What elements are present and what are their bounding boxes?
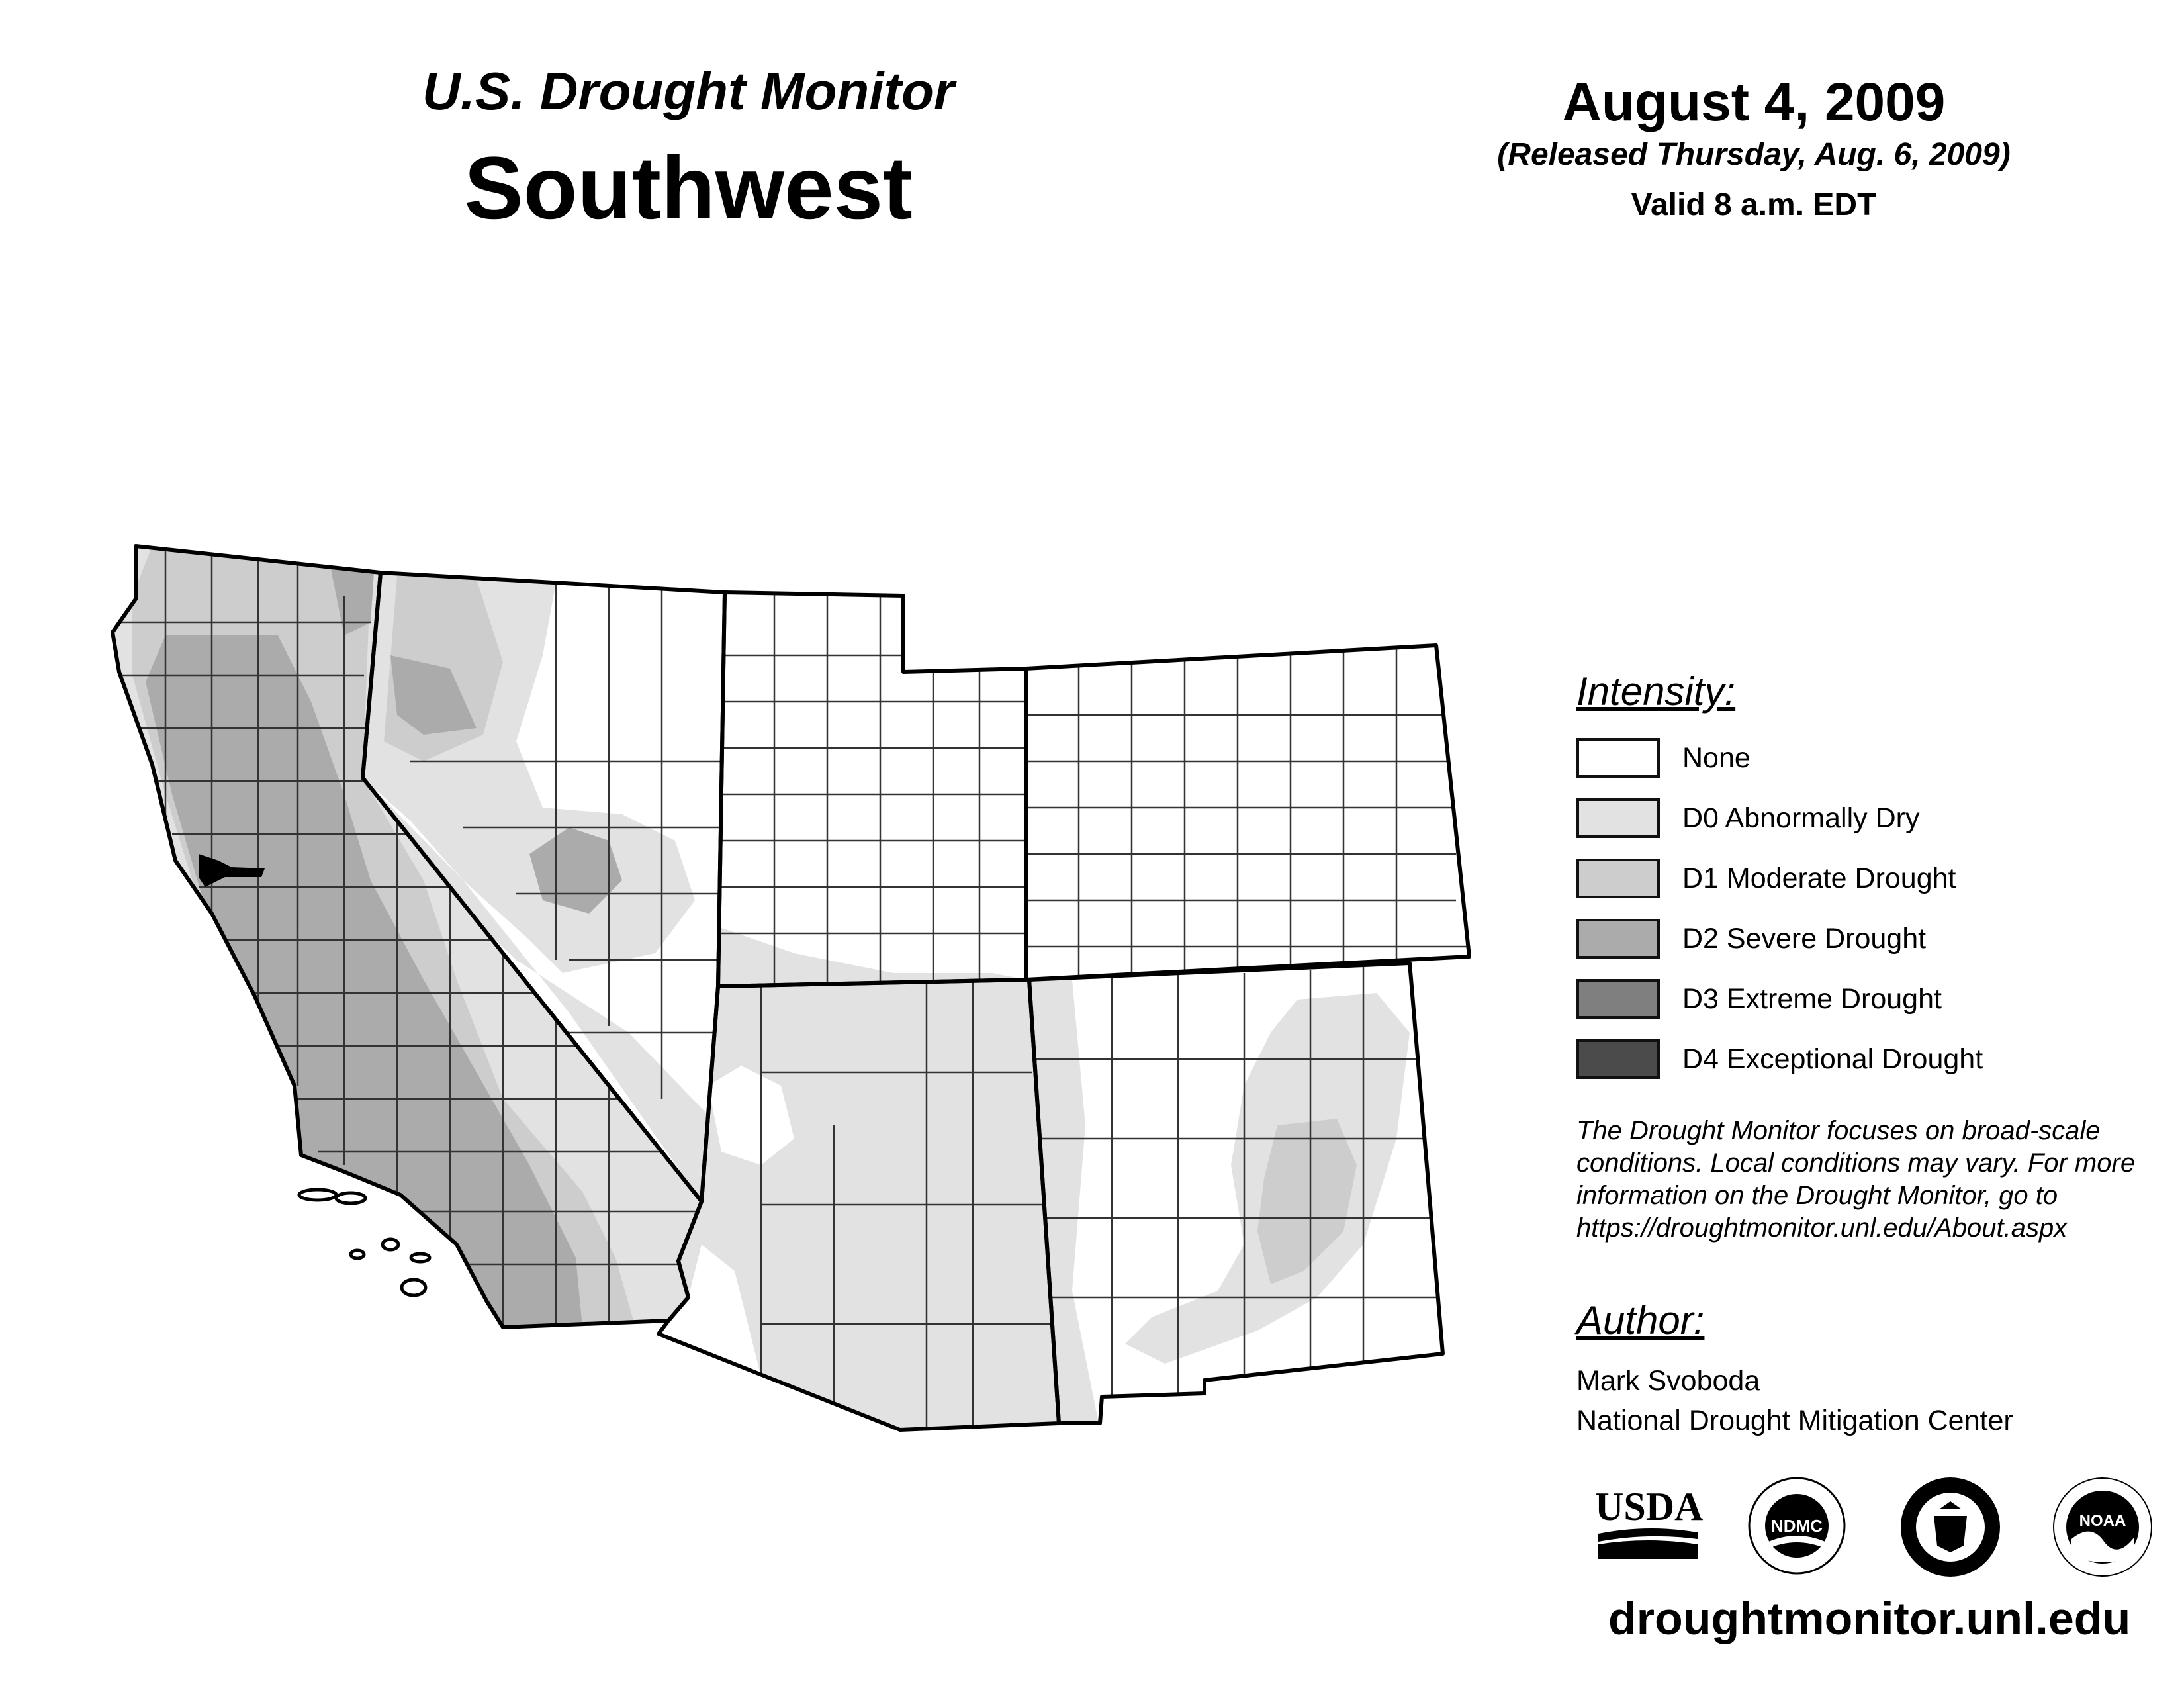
region-title: Southwest: [464, 139, 913, 238]
ndmc-seal: [1747, 1476, 1846, 1575]
author-organization: National Drought Mitigation Center: [1576, 1405, 2013, 1436]
commerce-seal-graphic: [1899, 1476, 2002, 1579]
legend-swatch-d0: [1576, 798, 1660, 838]
legend-title: Intensity:: [1576, 669, 1736, 714]
usda-logo-text: USDA: [1595, 1485, 1704, 1528]
author-title: Author:: [1576, 1298, 1705, 1342]
legend-item-d4: [1576, 1037, 1983, 1081]
valid-time: Valid 8 a.m. EDT: [1631, 187, 1877, 222]
colorado-counties: [1026, 645, 1469, 980]
new-mexico-drought-areas: [1029, 980, 1410, 1423]
legend-swatch-d1: [1576, 859, 1660, 898]
usda-logo: [1595, 1485, 1704, 1562]
commerce-seal: [1899, 1476, 2002, 1579]
legend-item-d1: [1576, 857, 1956, 900]
noaa-logo-text: NOAA: [2079, 1512, 2126, 1530]
map-date: August 4, 2009: [1562, 72, 1946, 132]
footer-url[interactable]: droughtmonitor.unl.edu: [1608, 1593, 2131, 1644]
author-name: Mark Svoboda: [1576, 1365, 1760, 1397]
utah-counties: [718, 589, 1032, 986]
legend-label: D4 Exceptional Drought: [1682, 1043, 1983, 1075]
legend-item-d0: [1576, 796, 1919, 840]
legend-item-d2: [1576, 917, 1926, 961]
legend-item-d3: [1576, 977, 1942, 1021]
drought-monitor-note: [1576, 1115, 2172, 1244]
legend-swatch-d4: [1576, 1039, 1660, 1079]
colorado-outline: [1026, 645, 1469, 980]
legend-label: D0 Abnormally Dry: [1682, 802, 1920, 834]
legend-swatch-d2: [1576, 919, 1660, 959]
note-line: information on the Drought Monitor, go to: [1576, 1181, 2058, 1210]
note-line: The Drought Monitor focuses on broad-scale: [1576, 1116, 2101, 1145]
usda-logo-swoosh: [1595, 1527, 1701, 1560]
legend-item-none: [1576, 736, 1751, 780]
legend-label: D3 Extreme Drought: [1682, 982, 1942, 1015]
map-title: U.S. Drought Monitor: [422, 62, 955, 120]
ndmc-logo: [1747, 1476, 1846, 1575]
legend-label: None: [1682, 741, 1751, 774]
legend-label: D1 Moderate Drought: [1682, 862, 1956, 894]
release-date: (Released Thursday, Aug. 6, 2009): [1497, 137, 2011, 172]
ndmc-logo-text: NDMC: [1771, 1516, 1823, 1536]
noaa-seal: [2052, 1476, 2154, 1579]
note-link[interactable]: https://droughtmonitor.unl.edu/About.aspx: [1576, 1213, 2068, 1243]
legend-swatch-d3: [1576, 979, 1660, 1019]
legend-swatch-none: [1576, 738, 1660, 778]
noaa-logo: [2052, 1476, 2154, 1579]
legend-label: D2 Severe Drought: [1682, 922, 1927, 955]
note-line: conditions. Local conditions may vary. For more: [1576, 1149, 2136, 1178]
